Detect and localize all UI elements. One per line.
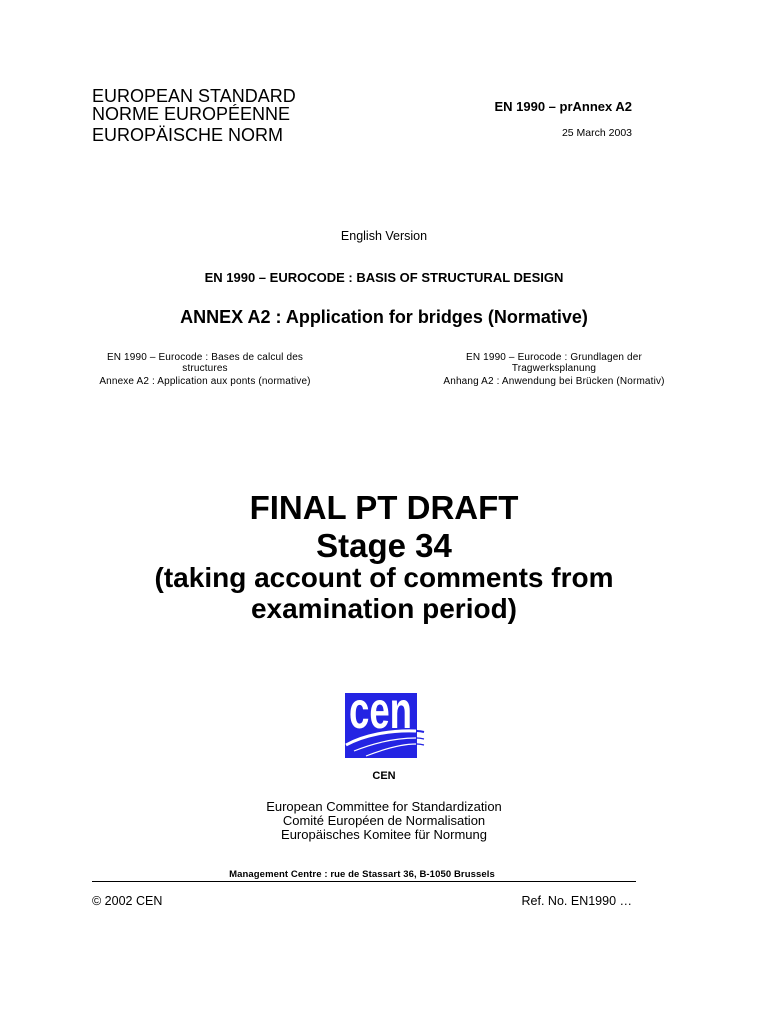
- language-version: English Version: [340, 229, 428, 243]
- draft-note-line: examination period): [250, 593, 518, 624]
- logo-swoosh-tail: [417, 731, 424, 732]
- document-title: EN 1990 – EUROCODE : BASIS OF STRUCTURAL DESIGN: [204, 270, 564, 285]
- cen-logo: [344, 682, 428, 761]
- draft-status: FINAL PT DRAFT: [249, 489, 519, 526]
- reference-number: Ref. No. EN1990 …: [521, 894, 632, 908]
- organization-name-de: Europäisches Komitee für Normung: [281, 827, 487, 842]
- organization-name-en: European Committee for Standardization: [266, 799, 502, 814]
- standard-label-de: EUROPÄISCHE NORM: [92, 125, 284, 145]
- standard-label-fr: NORME EUROPÉENNE: [92, 104, 291, 124]
- draft-note-line: (taking account of comments from: [154, 562, 614, 593]
- organization-name-fr: Comité Européen de Normalisation: [282, 813, 486, 828]
- french-title-line: EN 1990 – Eurocode : Bases de calcul des: [106, 352, 304, 363]
- german-title-line: EN 1990 – Eurocode : Grundlagen der: [466, 352, 642, 363]
- annex-title: ANNEX A2 : Application for bridges (Normative): [180, 307, 588, 327]
- cen-logo-text: cen: [349, 682, 412, 740]
- logo-swoosh-tail: [417, 744, 424, 745]
- standard-label-en: EUROPEAN STANDARD: [92, 86, 296, 106]
- organization-acronym: CEN: [372, 770, 396, 782]
- logo-swoosh-tail: [417, 738, 424, 739]
- copyright-notice: © 2002 CEN: [92, 894, 163, 908]
- draft-stage: Stage 34: [316, 527, 452, 564]
- footer-divider: [92, 881, 636, 882]
- document-date: 25 March 2003: [561, 127, 632, 139]
- french-title-line: Annexe A2 : Application aux ponts (normative): [99, 376, 311, 387]
- german-title-line: Tragwerksplanung: [511, 363, 597, 374]
- document-reference: EN 1990 – prAnnex A2: [494, 99, 632, 114]
- french-title-line: structures: [182, 363, 228, 374]
- german-title-line: Anhang A2 : Anwendung bei Brücken (Normativ): [443, 376, 665, 387]
- management-centre-address: Management Centre : rue de Stassart 36, B-1050 Brussels: [229, 869, 495, 880]
